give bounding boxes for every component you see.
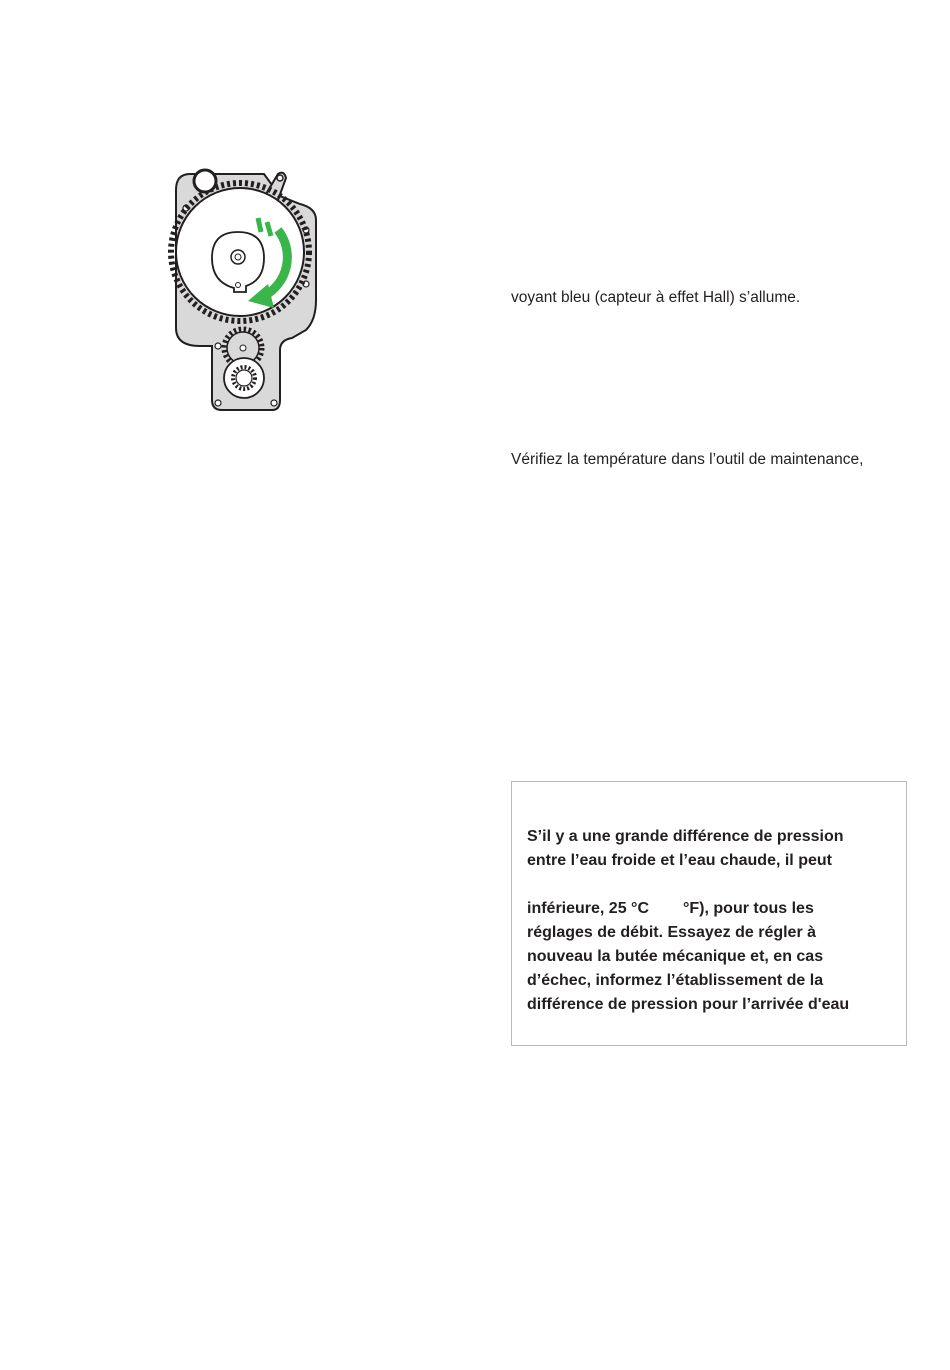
note-line: nouveau la butée mécanique et, en cas bbox=[527, 948, 824, 965]
body-text-hall-sensor: voyant bleu (capteur à effet Hall) s’allume. bbox=[511, 289, 801, 306]
note-line: d’échec, informez l’établissement de la bbox=[527, 972, 824, 989]
note-line bbox=[527, 898, 814, 920]
body-text-temperature-check: Vérifiez la température dans l’outil de maintenance, bbox=[511, 451, 864, 468]
gear-plate-illustration bbox=[160, 160, 330, 425]
gear-mechanism-figure bbox=[160, 160, 330, 425]
note-line-part: inférieure, 25 °C bbox=[527, 900, 649, 917]
note-box bbox=[511, 781, 907, 1046]
note-line: réglages de débit. Essayez de régler à bbox=[527, 924, 817, 941]
note-line: différence de pression pour l’arrivée d'eau bbox=[527, 996, 850, 1013]
note-line-part: °F), pour tous les bbox=[683, 900, 814, 917]
note-line: entre l’eau froide et l’eau chaude, il peut bbox=[527, 852, 832, 869]
adjustment-knob bbox=[194, 170, 216, 192]
note-line: S’il y a une grande différence de pression bbox=[527, 828, 844, 845]
